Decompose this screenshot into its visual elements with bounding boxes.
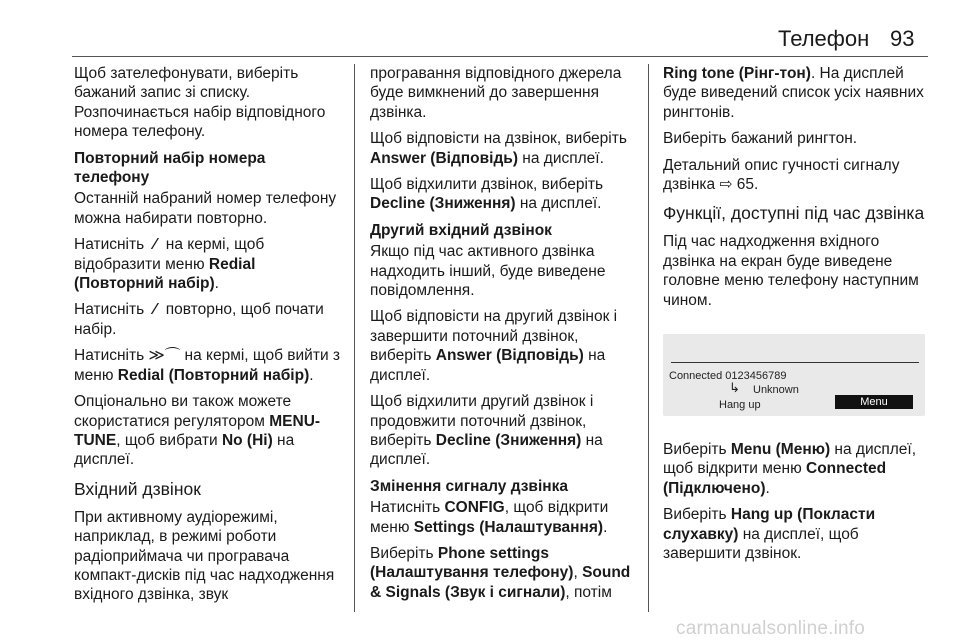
section-heading-incoming: Вхідний дзвінок bbox=[74, 478, 201, 499]
paragraph: програвання відповідного джерела буде вимкнений до завершення дзвінка. bbox=[370, 65, 622, 121]
paragraph: Виберіть Menu (Меню) на дисплеї, щоб відкрити меню Connected (Підключено). bbox=[663, 441, 917, 497]
display-unknown-label: Unknown bbox=[753, 384, 799, 397]
page-header bbox=[0, 0, 960, 60]
display-connected-label: Connected 0123456789 bbox=[669, 370, 787, 383]
display-hang-up-label: Hang up bbox=[719, 399, 761, 412]
mute-hangup-icon: ≫⌒ bbox=[148, 347, 181, 365]
paragraph: Останній набраний номер телефону можна набирати повторно. bbox=[74, 190, 337, 227]
paragraph: Опціонально ви також можете скористатися регулятором MENU-TUNE, щоб вибрати No (Hi) на дисплеї. bbox=[74, 393, 321, 469]
paragraph: Ring tone (Рінг-тон). На дисплей буде виведений список усіх наявних рингтонів. bbox=[663, 65, 924, 121]
paragraph: Натисніть ⁄ повторно, щоб почати набір. bbox=[74, 301, 324, 338]
display-menu-button: Menu bbox=[835, 395, 913, 409]
column-3 bbox=[663, 64, 933, 571]
paragraph: Натисніть ⁄ на кермі, щоб відобразити меню Redial (Повторний набір). bbox=[74, 236, 265, 293]
paragraph: Детальний опис гучності сигналу дзвінка ⇨ 65. bbox=[663, 156, 900, 194]
phone-display-illustration bbox=[663, 334, 925, 416]
paragraph: Якщо під час активного дзвінка надходить інший, буде виведене повідомлення. bbox=[370, 243, 606, 300]
paragraph: Щоб відхилити дзвінок, виберіть Decline (Зниження) на дисплеї. bbox=[370, 176, 604, 213]
column-divider-2 bbox=[648, 64, 649, 612]
paragraph: Щоб відповісти на другий дзвінок і завершити поточний дзвінок, виберіть Answer (Відповідь) на дисплеї. bbox=[370, 308, 618, 384]
header-rule bbox=[72, 56, 928, 57]
paragraph: Натисніть ≫⌒ на кермі, щоб вийти з меню Redial (Повторний набір). bbox=[74, 347, 341, 384]
section-heading-redial: Повторний набір номера телефону bbox=[74, 149, 266, 187]
paragraph: Натисніть CONFIG, щоб відкрити меню Settings (Налаштування). bbox=[370, 499, 609, 536]
page-number: 93 bbox=[890, 26, 915, 51]
paragraph: Щоб відхилити другий дзвінок і продовжити поточний дзвінок, виберіть Decline (Зниження) на дисплеї. bbox=[370, 393, 603, 469]
paragraph: Виберіть Hang up (Покласти слухавку) на дисплеї, щоб завершити дзвінок. bbox=[663, 506, 876, 563]
call-arrow-icon: ↳ bbox=[729, 380, 740, 396]
phone-call-icon: ⁄ bbox=[153, 301, 157, 319]
column-divider-1 bbox=[354, 64, 355, 612]
paragraph: Щоб відповісти на дзвінок, виберіть Answer (Відповідь) на дисплеї. bbox=[370, 130, 627, 167]
column-2 bbox=[370, 64, 638, 609]
phone-call-icon: ⁄ bbox=[153, 236, 157, 254]
section-heading-second-call: Другий вхідний дзвінок bbox=[370, 221, 552, 239]
paragraph: Під час надходження вхідного дзвінка на екран буде виведене головне меню телефону наступним чином. bbox=[663, 233, 919, 309]
paragraph: Виберіть бажаний рингтон. bbox=[663, 130, 858, 148]
paragraph: Щоб зателефонувати, виберіть бажаний запис зі списку. Розпочинається набір відповідного номера телефону. bbox=[74, 65, 326, 141]
column-1 bbox=[74, 64, 344, 612]
page-title: Телефон bbox=[778, 26, 870, 51]
watermark: carmanualsonline.info bbox=[676, 618, 866, 639]
section-heading-functions: Функції, доступні під час дзвінка bbox=[663, 203, 925, 224]
section-heading-ringtone: Змінення сигналу дзвінка bbox=[370, 477, 569, 495]
page-reference-icon: ⇨ bbox=[719, 176, 733, 194]
paragraph: При активному аудіорежимі, наприклад, в режимі роботи радіоприймача чи програвача компакт-дисків під час надходження вхідного дзвінка, звук bbox=[74, 508, 335, 604]
paragraph: Виберіть Phone settings (Налаштування телефону), Sound & Signals (Звук і сигнали), потім bbox=[370, 544, 631, 601]
